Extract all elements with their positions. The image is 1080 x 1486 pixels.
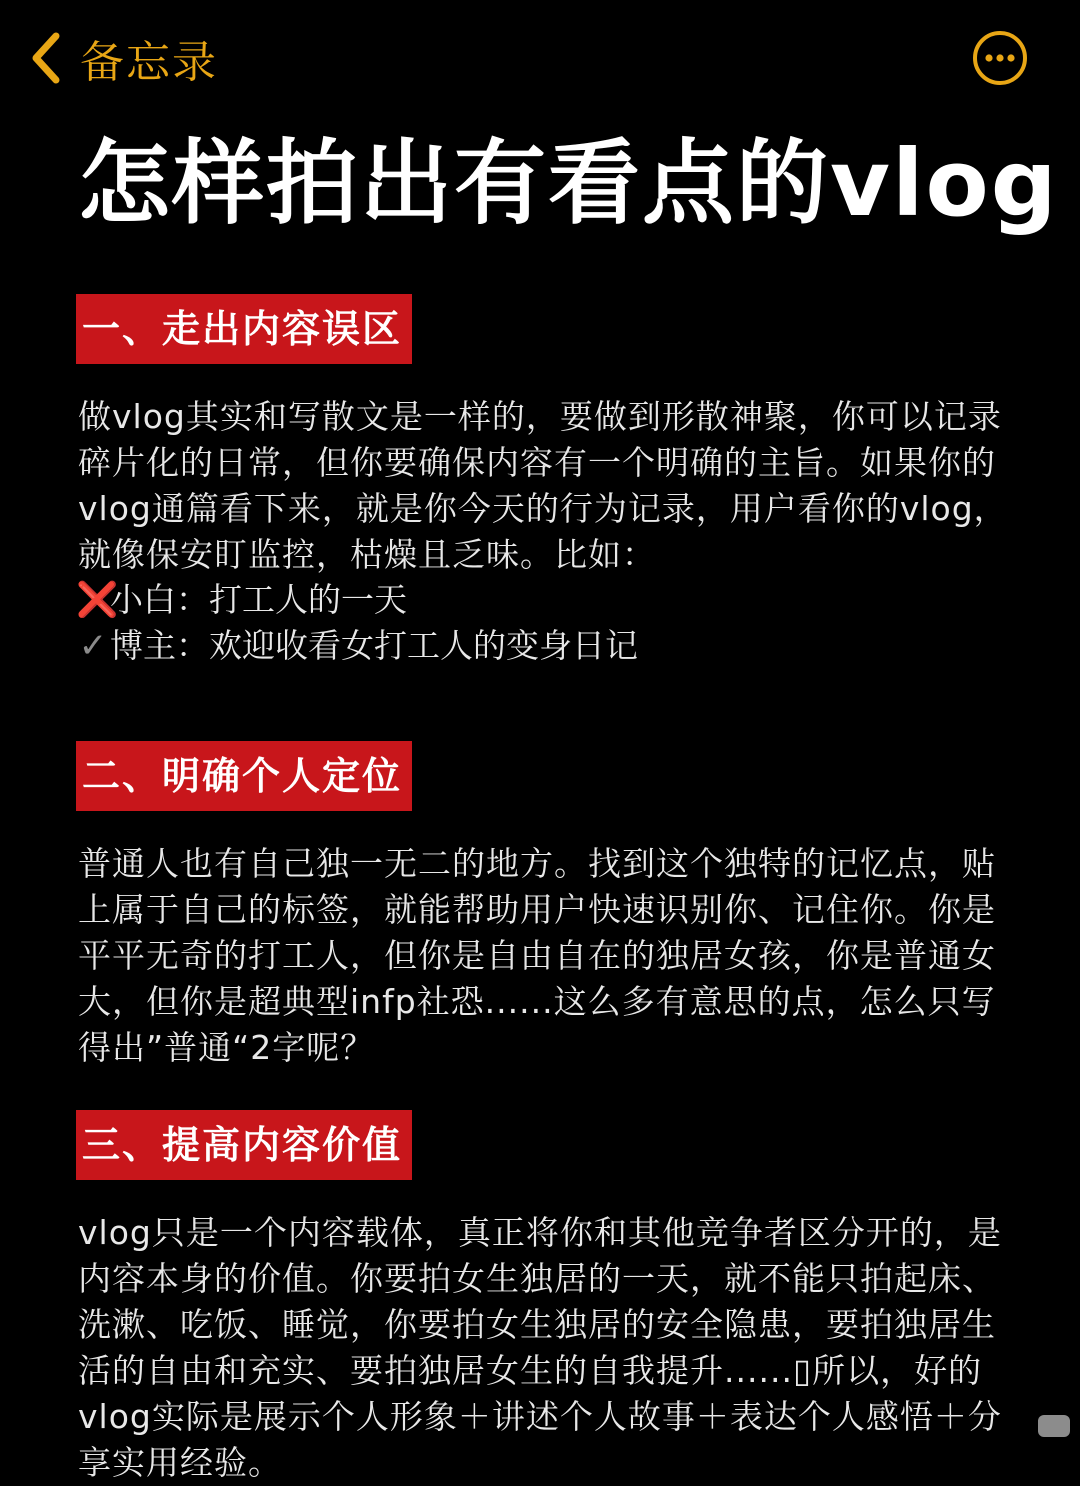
back-button[interactable] bbox=[30, 28, 218, 88]
cross-mark-icon: ❌ bbox=[76, 580, 119, 620]
back-label: 备忘录 bbox=[80, 37, 218, 88]
more-options-button[interactable] bbox=[972, 30, 1028, 86]
watermark-logo bbox=[1038, 1415, 1070, 1437]
section-2-heading: 二、明确个人定位 bbox=[76, 741, 412, 811]
example-bad-text: 小白：打工人的一天 bbox=[110, 580, 407, 619]
ellipsis-circle-icon bbox=[972, 71, 1028, 90]
navigation-bar bbox=[0, 0, 1080, 120]
example-bad bbox=[76, 577, 407, 623]
section-3-body: vlog只是一个内容载体，真正将你和其他竞争者区分开的，是内容本身的价值。你要拍女生独居的一天，就不能只拍起床、洗漱、吃饭、睡觉，你要拍女生独居的安全隐患，要拍独居生活的自由和充实、要拍独居女生的自我提升......▯所以，好的vlog实际是展示个人形象＋讲述个人故事＋表达个人感悟＋分享实用经验。 bbox=[78, 1213, 1002, 1482]
check-mark-icon: ✓ bbox=[78, 626, 108, 666]
section-3-heading: 三、提高内容价值 bbox=[76, 1110, 412, 1180]
example-good bbox=[76, 623, 638, 669]
example-good-text: 博主：欢迎收看女打工人的变身日记 bbox=[110, 626, 638, 665]
section-2-body: 普通人也有自己独一无二的地方。找到这个独特的记忆点，贴上属于自己的标签，就能帮助用户快速识别你、记住你。你是平平无奇的打工人，但你是自由自在的独居女孩，你是普通女大，但你是超典型infp社恐......这么多有意思的点，怎么只写得出”普通“2字呢？ bbox=[78, 844, 996, 1067]
chevron-left-icon bbox=[30, 32, 62, 84]
note-title: 怎样拍出有看点的vlog bbox=[78, 130, 1059, 237]
section-1-heading: 一、走出内容误区 bbox=[76, 294, 412, 364]
section-1-body: 做vlog其实和写散文是一样的，要做到形散神聚，你可以记录碎片化的日常，但你要确保内容有一个明确的主旨。如果你的vlog通篇看下来，就是你今天的行为记录，用户看你的vlog，就像保安盯监控，枯燥且乏味。比如： bbox=[78, 397, 1008, 574]
